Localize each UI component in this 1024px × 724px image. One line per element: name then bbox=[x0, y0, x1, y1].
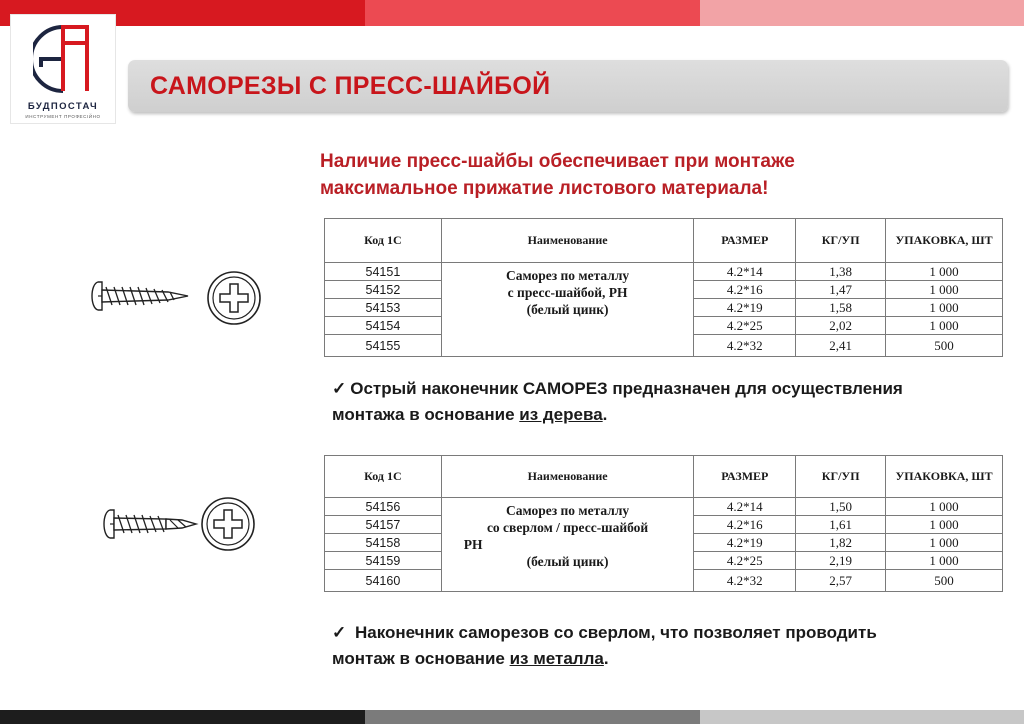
cell-weight: 2,19 bbox=[796, 552, 886, 570]
product-name-line: (белый цинк) bbox=[526, 554, 609, 569]
header-weight: КГ/УП bbox=[796, 219, 886, 263]
header-pack: УПАКОВКА, ШТ bbox=[886, 456, 1003, 498]
note-metal bbox=[332, 620, 992, 672]
note-text: монтаж в основание bbox=[332, 649, 505, 668]
cell-size: 4.2*25 bbox=[694, 552, 796, 570]
phillips-head-icon bbox=[206, 270, 262, 326]
header-code: Код 1С bbox=[325, 456, 442, 498]
cell-weight: 2,41 bbox=[796, 335, 886, 357]
top-bar-light-red bbox=[365, 0, 700, 26]
spec-table-1 bbox=[324, 218, 1003, 357]
wood-screw-side-icon bbox=[88, 278, 192, 314]
cell-pack: 1 000 bbox=[886, 534, 1003, 552]
spec-table-2 bbox=[324, 455, 1003, 592]
product-name-line: Саморез по металлу bbox=[505, 268, 630, 283]
brand-mark-icon bbox=[33, 21, 95, 99]
title-banner bbox=[128, 60, 1008, 112]
cell-pack: 1 000 bbox=[886, 498, 1003, 516]
cell-size: 4.2*14 bbox=[694, 263, 796, 281]
product-name-line: с пресс-шайбой, PH bbox=[507, 285, 628, 300]
cell-size: 4.2*14 bbox=[694, 498, 796, 516]
note-wood bbox=[332, 376, 992, 428]
table-row bbox=[325, 498, 1003, 516]
cell-code: 54153 bbox=[325, 299, 442, 317]
table-row bbox=[325, 263, 1003, 281]
cell-weight: 1,50 bbox=[796, 498, 886, 516]
checkmark-icon: ✓ bbox=[332, 379, 347, 398]
cell-size: 4.2*16 bbox=[694, 281, 796, 299]
cell-code: 54156 bbox=[325, 498, 442, 516]
note-emphasis: из металла bbox=[509, 649, 604, 668]
header-code: Код 1С bbox=[325, 219, 442, 263]
cell-code: 54158 bbox=[325, 534, 442, 552]
cell-weight: 2,57 bbox=[796, 570, 886, 592]
cell-weight: 1,58 bbox=[796, 299, 886, 317]
brand-name: БУДПОСТАЧ bbox=[27, 101, 99, 112]
cell-size: 4.2*32 bbox=[694, 570, 796, 592]
cell-size: 4.2*19 bbox=[694, 299, 796, 317]
intro-line-1: Наличие пресс-шайбы обеспечивает при монтаже bbox=[320, 151, 795, 172]
cell-weight: 1,82 bbox=[796, 534, 886, 552]
product-name-line: (белый цинк) bbox=[526, 302, 609, 317]
cell-code: 54154 bbox=[325, 317, 442, 335]
header-pack: УПАКОВКА, ШТ bbox=[886, 219, 1003, 263]
cell-code: 54152 bbox=[325, 281, 442, 299]
cell-pack: 500 bbox=[886, 335, 1003, 357]
cell-weight: 2,02 bbox=[796, 317, 886, 335]
cell-size: 4.2*25 bbox=[694, 317, 796, 335]
note-text: Наконечник саморезов со сверлом, что позволяет проводить bbox=[350, 623, 877, 642]
cell-size: 4.2*16 bbox=[694, 516, 796, 534]
drill-screw-side-icon bbox=[100, 506, 204, 542]
cell-product-name bbox=[441, 498, 694, 592]
brand-logo bbox=[10, 14, 116, 124]
intro-text bbox=[320, 148, 980, 202]
bottom-bar-light-gray bbox=[700, 710, 1024, 724]
note-text: монтажа в основание bbox=[332, 405, 515, 424]
cell-product-name bbox=[441, 263, 694, 357]
header-size: РАЗМЕР bbox=[694, 456, 796, 498]
note-end: . bbox=[603, 649, 609, 668]
product-name-line: Саморез по металлу bbox=[505, 503, 630, 518]
bottom-bar-gray bbox=[365, 710, 700, 724]
cell-weight: 1,47 bbox=[796, 281, 886, 299]
bottom-bar-black bbox=[0, 710, 365, 724]
header-name: Наименование bbox=[441, 219, 694, 263]
cell-code: 54157 bbox=[325, 516, 442, 534]
intro-line-2: максимальное прижатие листового материала! bbox=[320, 178, 769, 199]
cell-code: 54160 bbox=[325, 570, 442, 592]
checkmark-icon: ✓ bbox=[332, 623, 347, 642]
brand-tagline: ИНСТРУМЕНТ ПРОФЕСІЙНО bbox=[25, 114, 101, 119]
header-name: Наименование bbox=[441, 456, 694, 498]
cell-pack: 1 000 bbox=[886, 281, 1003, 299]
cell-pack: 1 000 bbox=[886, 552, 1003, 570]
header-weight: КГ/УП bbox=[796, 456, 886, 498]
phillips-head-icon bbox=[200, 496, 256, 552]
page-title: САМОРЕЗЫ С ПРЕСС-ШАЙБОЙ bbox=[150, 72, 551, 100]
cell-pack: 1 000 bbox=[886, 516, 1003, 534]
cell-code: 54155 bbox=[325, 335, 442, 357]
cell-pack: 1 000 bbox=[886, 263, 1003, 281]
top-bar-pink bbox=[700, 0, 1024, 26]
header-size: РАЗМЕР bbox=[694, 219, 796, 263]
cell-weight: 1,61 bbox=[796, 516, 886, 534]
cell-pack: 1 000 bbox=[886, 299, 1003, 317]
note-end: . bbox=[602, 405, 608, 424]
product-name-line: со сверлом / пресс-шайбой bbox=[486, 520, 649, 535]
cell-weight: 1,38 bbox=[796, 263, 886, 281]
cell-code: 54159 bbox=[325, 552, 442, 570]
cell-code: 54151 bbox=[325, 263, 442, 281]
cell-size: 4.2*32 bbox=[694, 335, 796, 357]
product-name-line: PH bbox=[463, 537, 483, 552]
note-text: Острый наконечник САМОРЕЗ предназначен для осуществления bbox=[350, 379, 903, 398]
cell-pack: 1 000 bbox=[886, 317, 1003, 335]
cell-size: 4.2*19 bbox=[694, 534, 796, 552]
cell-pack: 500 bbox=[886, 570, 1003, 592]
note-emphasis: из дерева bbox=[519, 405, 603, 424]
